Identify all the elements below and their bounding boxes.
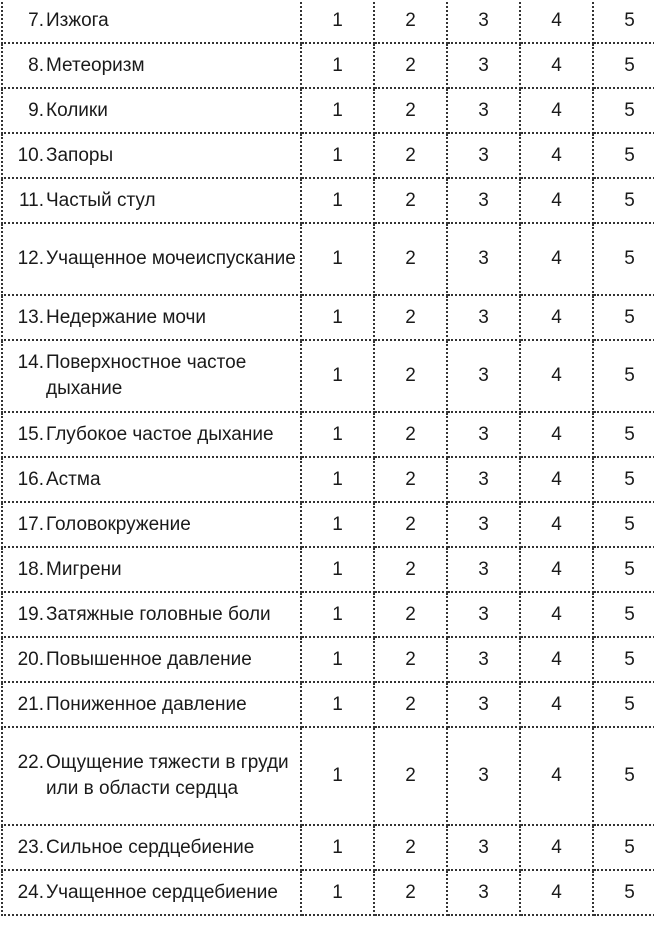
score-option-2[interactable]: 2	[374, 133, 447, 178]
score-option-5[interactable]: 5	[593, 592, 654, 637]
symptom-label: Астма	[46, 468, 101, 490]
score-option-3[interactable]: 3	[447, 457, 520, 502]
symptom-rating-table	[1, 0, 654, 916]
score-option-1[interactable]: 1	[301, 502, 374, 547]
symptom-label: Недержание мочи	[46, 306, 207, 328]
symptom-item	[7, 880, 300, 906]
symptom-number: 20.	[17, 648, 44, 670]
score-option-2[interactable]: 2	[374, 412, 447, 457]
score-option-3[interactable]: 3	[447, 340, 520, 412]
score-option-1[interactable]: 1	[301, 637, 374, 682]
symptom-label: Поверхностное частое дыхание	[46, 352, 247, 399]
symptom-label: Учащенное мочеиспускание	[46, 248, 296, 269]
symptom-number: 18.	[17, 558, 44, 580]
score-option-3[interactable]: 3	[447, 43, 520, 88]
score-option-3[interactable]: 3	[447, 637, 520, 682]
score-option-4[interactable]: 4	[520, 682, 593, 727]
score-option-5[interactable]: 5	[593, 43, 654, 88]
score-option-2[interactable]: 2	[374, 637, 447, 682]
symptom-item	[7, 98, 300, 124]
score-option-4[interactable]: 4	[520, 295, 593, 340]
symptom-number: 9.	[28, 99, 44, 121]
score-option-1[interactable]: 1	[301, 682, 374, 727]
table-row	[2, 727, 654, 825]
symptom-item	[7, 602, 300, 628]
symptom-number: 16.	[17, 468, 44, 490]
score-option-5[interactable]: 5	[593, 825, 654, 870]
symptom-item	[7, 422, 300, 448]
score-option-3[interactable]: 3	[447, 88, 520, 133]
symptom-item	[7, 350, 300, 402]
symptom-label: Повышенное давление	[46, 648, 252, 670]
score-option-4[interactable]: 4	[520, 637, 593, 682]
symptom-item	[7, 750, 300, 802]
score-option-5[interactable]: 5	[593, 547, 654, 592]
symptom-cell	[2, 637, 301, 682]
symptom-label: Мигрени	[46, 558, 122, 580]
score-option-3[interactable]: 3	[447, 727, 520, 825]
score-option-4[interactable]: 4	[520, 502, 593, 547]
score-option-1[interactable]: 1	[301, 43, 374, 88]
symptom-number: 12.	[17, 248, 44, 269]
table-row	[2, 340, 654, 412]
score-option-4[interactable]: 4	[520, 43, 593, 88]
score-option-4[interactable]: 4	[520, 178, 593, 223]
symptom-cell	[2, 412, 301, 457]
score-option-4[interactable]: 4	[520, 412, 593, 457]
symptom-cell	[2, 457, 301, 502]
score-option-2[interactable]: 2	[374, 178, 447, 223]
symptom-number: 22.	[17, 752, 44, 773]
score-option-2[interactable]: 2	[374, 825, 447, 870]
score-option-5[interactable]: 5	[593, 727, 654, 825]
score-option-2[interactable]: 2	[374, 870, 447, 915]
symptom-label: Ощущение тяжести в груди или в области сердца	[46, 752, 289, 799]
table-row	[2, 547, 654, 592]
score-option-3[interactable]: 3	[447, 412, 520, 457]
score-option-2[interactable]: 2	[374, 547, 447, 592]
score-option-3[interactable]: 3	[447, 133, 520, 178]
symptom-label: Изжога	[46, 9, 109, 31]
symptom-label: Пониженное давление	[46, 693, 247, 715]
score-option-2[interactable]: 2	[374, 0, 447, 43]
score-option-1[interactable]: 1	[301, 0, 374, 43]
symptom-cell	[2, 547, 301, 592]
symptom-number: 19.	[17, 603, 44, 625]
symptom-number: 21.	[17, 693, 44, 715]
score-option-5[interactable]: 5	[593, 0, 654, 43]
score-option-4[interactable]: 4	[520, 547, 593, 592]
symptom-item	[7, 53, 300, 79]
symptom-cell	[2, 870, 301, 915]
score-option-5[interactable]: 5	[593, 178, 654, 223]
symptom-number: 13.	[17, 306, 44, 328]
symptom-label: Затяжные головные боли	[46, 603, 271, 625]
score-option-3[interactable]: 3	[447, 223, 520, 295]
score-option-3[interactable]: 3	[447, 682, 520, 727]
symptom-item	[7, 512, 300, 538]
score-option-3[interactable]: 3	[447, 592, 520, 637]
score-option-1[interactable]: 1	[301, 825, 374, 870]
score-option-3[interactable]: 3	[447, 295, 520, 340]
score-option-4[interactable]: 4	[520, 133, 593, 178]
table-row	[2, 133, 654, 178]
score-option-1[interactable]: 1	[301, 133, 374, 178]
symptom-label: Запоры	[46, 144, 114, 166]
symptom-cell	[2, 502, 301, 547]
symptom-rows	[2, 0, 654, 915]
symptom-number: 8.	[28, 54, 44, 76]
score-option-3[interactable]: 3	[447, 502, 520, 547]
table-row	[2, 412, 654, 457]
score-option-5[interactable]: 5	[593, 340, 654, 412]
symptom-cell	[2, 340, 301, 412]
table-row	[2, 0, 654, 43]
symptom-cell	[2, 178, 301, 223]
score-option-1[interactable]: 1	[301, 295, 374, 340]
score-option-5[interactable]: 5	[593, 870, 654, 915]
symptom-item	[7, 143, 300, 169]
score-option-4[interactable]: 4	[520, 457, 593, 502]
symptom-cell	[2, 43, 301, 88]
table-row	[2, 592, 654, 637]
symptom-number: 11.	[18, 189, 44, 211]
table-row	[2, 870, 654, 915]
symptom-number: 24.	[17, 881, 44, 903]
symptom-item	[7, 188, 300, 214]
symptom-cell	[2, 133, 301, 178]
symptom-number: 14.	[17, 352, 44, 373]
symptom-cell	[2, 88, 301, 133]
score-option-2[interactable]: 2	[374, 223, 447, 295]
symptom-item	[7, 557, 300, 583]
symptom-label: Метеоризм	[46, 54, 145, 76]
score-option-3[interactable]: 3	[447, 547, 520, 592]
symptom-number: 7.	[28, 9, 44, 31]
score-option-1[interactable]: 1	[301, 178, 374, 223]
symptom-label: Головокружение	[46, 513, 191, 535]
table-row	[2, 43, 654, 88]
score-option-1[interactable]: 1	[301, 727, 374, 825]
score-option-5[interactable]: 5	[593, 637, 654, 682]
score-option-3[interactable]: 3	[447, 825, 520, 870]
table-row	[2, 295, 654, 340]
score-option-2[interactable]: 2	[374, 43, 447, 88]
score-option-5[interactable]: 5	[593, 502, 654, 547]
score-option-3[interactable]: 3	[447, 0, 520, 43]
symptom-item	[7, 692, 300, 718]
score-option-5[interactable]: 5	[593, 682, 654, 727]
symptom-number: 10.	[17, 144, 44, 166]
score-option-4[interactable]: 4	[520, 88, 593, 133]
symptom-cell	[2, 727, 301, 825]
table-row	[2, 178, 654, 223]
symptom-cell	[2, 825, 301, 870]
symptom-label: Колики	[46, 99, 108, 121]
score-option-1[interactable]: 1	[301, 412, 374, 457]
table-row	[2, 825, 654, 870]
symptom-cell	[2, 682, 301, 727]
score-option-4[interactable]: 4	[520, 727, 593, 825]
symptom-item	[7, 467, 300, 493]
symptom-label: Частый стул	[46, 189, 156, 211]
symptom-label: Глубокое частое дыхание	[46, 423, 274, 445]
score-option-2[interactable]: 2	[374, 88, 447, 133]
score-option-5[interactable]: 5	[593, 223, 654, 295]
score-option-3[interactable]: 3	[447, 178, 520, 223]
score-option-2[interactable]: 2	[374, 295, 447, 340]
symptom-item	[7, 305, 300, 331]
score-option-2[interactable]: 2	[374, 727, 447, 825]
score-option-1[interactable]: 1	[301, 592, 374, 637]
symptom-item	[7, 8, 300, 34]
score-option-3[interactable]: 3	[447, 870, 520, 915]
score-option-5[interactable]: 5	[593, 133, 654, 178]
score-option-4[interactable]: 4	[520, 592, 593, 637]
score-option-4[interactable]: 4	[520, 825, 593, 870]
score-option-4[interactable]: 4	[520, 0, 593, 43]
score-option-1[interactable]: 1	[301, 340, 374, 412]
score-option-2[interactable]: 2	[374, 340, 447, 412]
score-option-1[interactable]: 1	[301, 457, 374, 502]
symptom-label: Учащенное сердцебиение	[46, 881, 278, 903]
table-row	[2, 457, 654, 502]
score-option-4[interactable]: 4	[520, 870, 593, 915]
score-option-1[interactable]: 1	[301, 88, 374, 133]
score-option-5[interactable]: 5	[593, 88, 654, 133]
score-option-5[interactable]: 5	[593, 295, 654, 340]
symptom-number: 17.	[17, 513, 44, 535]
score-option-2[interactable]: 2	[374, 457, 447, 502]
score-option-1[interactable]: 1	[301, 223, 374, 295]
score-option-2[interactable]: 2	[374, 592, 447, 637]
symptom-cell	[2, 295, 301, 340]
score-option-4[interactable]: 4	[520, 223, 593, 295]
score-option-2[interactable]: 2	[374, 682, 447, 727]
score-option-2[interactable]: 2	[374, 502, 447, 547]
table-row	[2, 682, 654, 727]
symptom-item	[7, 835, 300, 861]
table-row	[2, 502, 654, 547]
table-row	[2, 223, 654, 295]
symptom-item	[7, 647, 300, 673]
table-row	[2, 637, 654, 682]
symptom-label: Сильное сердцебиение	[46, 836, 255, 858]
symptom-item	[7, 246, 300, 272]
table-row	[2, 88, 654, 133]
score-option-1[interactable]: 1	[301, 547, 374, 592]
score-option-1[interactable]: 1	[301, 870, 374, 915]
score-option-4[interactable]: 4	[520, 340, 593, 412]
symptom-number: 23.	[17, 836, 44, 858]
score-option-5[interactable]: 5	[593, 412, 654, 457]
symptom-cell	[2, 592, 301, 637]
symptom-cell	[2, 223, 301, 295]
score-option-5[interactable]: 5	[593, 457, 654, 502]
symptom-cell	[2, 0, 301, 43]
symptom-number: 15.	[17, 423, 44, 445]
